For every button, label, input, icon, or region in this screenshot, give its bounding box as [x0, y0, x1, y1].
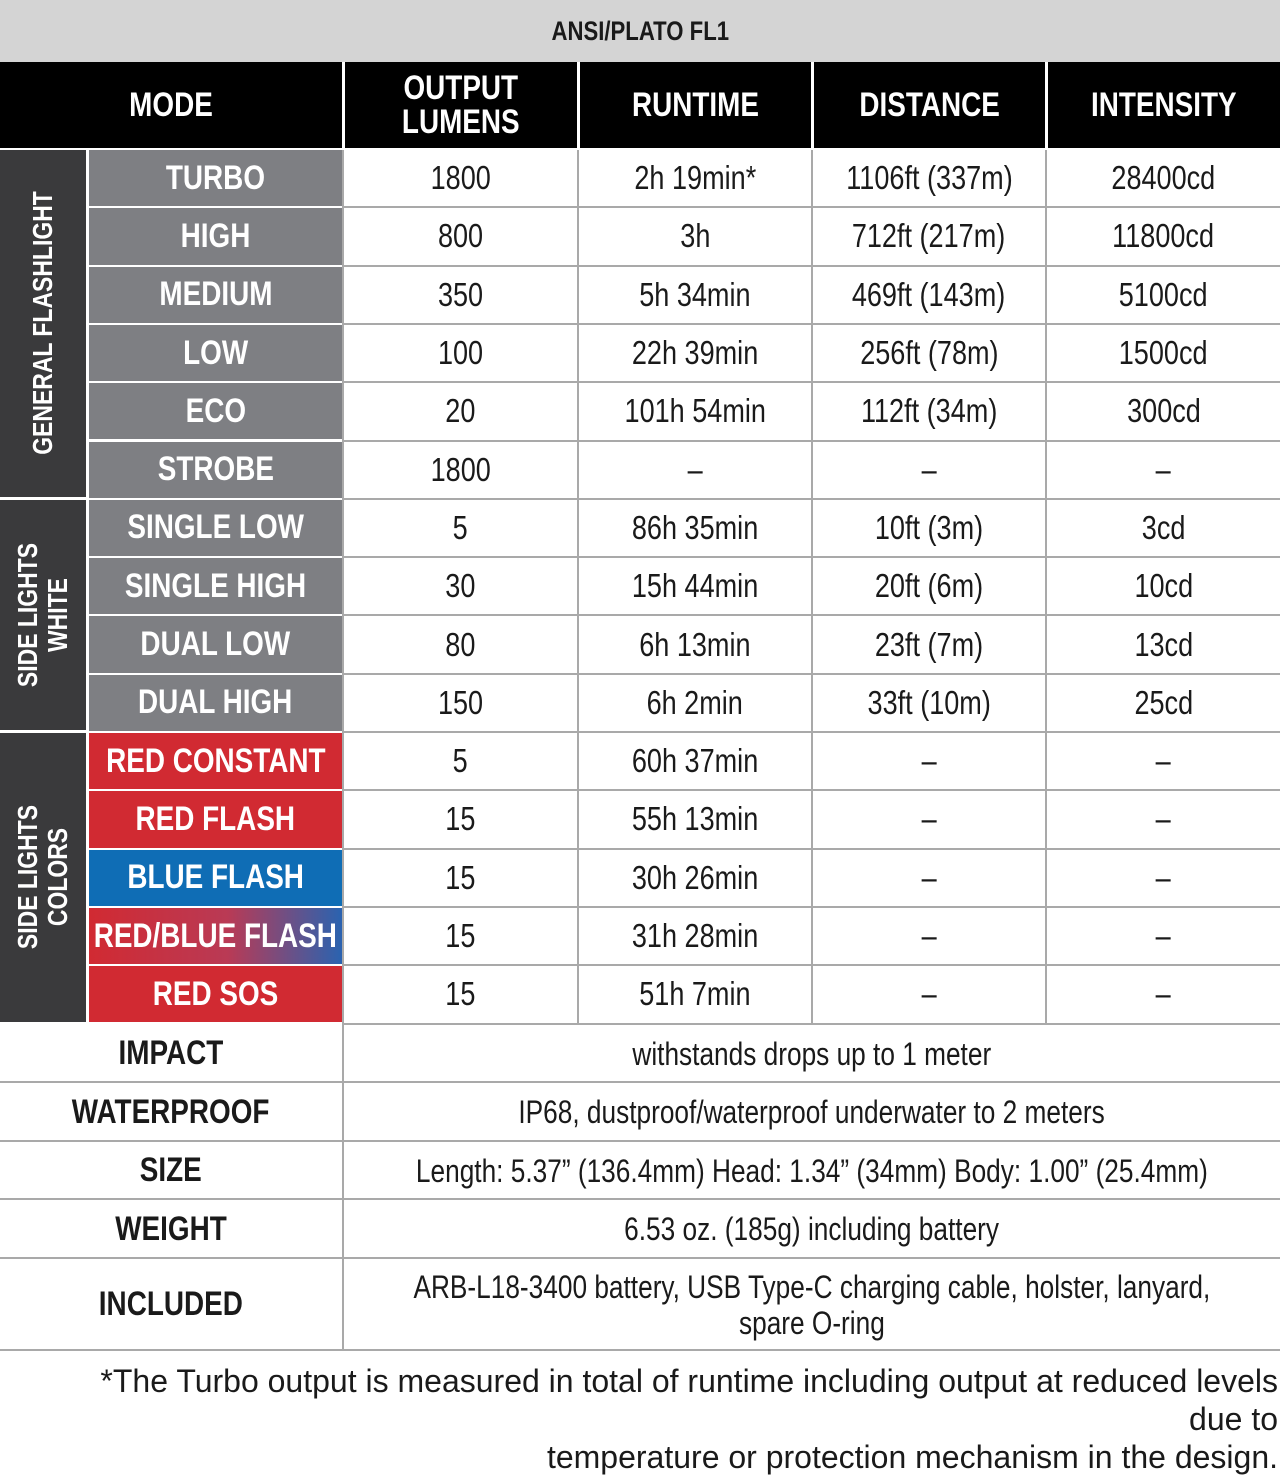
header-output-lumens: OUTPUT LUMENS — [342, 62, 577, 148]
cell-value: 300cd — [1126, 392, 1201, 430]
group-label — [0, 733, 86, 1025]
cell-value: 23ft (7m) — [874, 625, 984, 663]
cell-output — [344, 733, 577, 789]
spec-value-line: Length: 5.37” (136.4mm) Head: 1.34” (34mm) Body: 1.00” (25.4mm) — [416, 1152, 1208, 1189]
cell-distance — [813, 150, 1045, 206]
spec-column-divider — [342, 1083, 344, 1142]
cell-output — [344, 616, 577, 672]
mode-label — [89, 558, 342, 614]
cell-value: 350 — [437, 275, 484, 313]
mode-label-text: DUAL LOW — [140, 625, 291, 664]
cell-value: – — [921, 450, 937, 488]
cell-intensity — [1047, 267, 1280, 323]
cell-value: 15h 44min — [631, 567, 759, 605]
spec-label-text: WEIGHT — [115, 1209, 227, 1248]
cell-runtime — [579, 791, 811, 847]
cell-output — [344, 908, 577, 964]
cell-output — [344, 850, 577, 906]
cell-value: 55h 13min — [631, 800, 759, 838]
cell-value: 15 — [445, 917, 476, 955]
footnote-line: *The Turbo output is measured in total of runtime including output at reduced levels due to — [100, 1363, 1278, 1437]
mode-label-text: STROBE — [157, 450, 274, 489]
cell-runtime — [579, 150, 811, 206]
mode-label-text: RED FLASH — [135, 799, 296, 838]
cell-distance — [813, 616, 1045, 672]
mode-label — [89, 267, 342, 323]
cell-value: 10cd — [1134, 567, 1193, 605]
cell-runtime — [579, 908, 811, 964]
cell-runtime — [579, 850, 811, 906]
cell-value: 5100cd — [1119, 275, 1208, 313]
cell-distance — [813, 966, 1045, 1022]
cell-runtime — [579, 966, 811, 1022]
cell-value: – — [1155, 800, 1172, 838]
cell-intensity — [1047, 966, 1280, 1022]
mode-label-text: RED/BLUE FLASH — [93, 916, 338, 955]
cell-output — [344, 675, 577, 731]
cell-runtime — [579, 616, 811, 672]
spec-value — [344, 1083, 1280, 1142]
cell-value: 150 — [437, 683, 484, 721]
cell-runtime — [579, 442, 811, 498]
cell-output — [344, 791, 577, 847]
cell-value: – — [1155, 742, 1172, 780]
cell-intensity — [1047, 558, 1280, 614]
cell-value: 30 — [445, 567, 476, 605]
cell-intensity — [1047, 500, 1280, 556]
cell-value: 101h 54min — [624, 392, 766, 430]
cell-distance — [813, 908, 1045, 964]
cell-value: 80 — [445, 625, 476, 663]
cell-value: – — [1155, 975, 1172, 1013]
mode-label-text: BLUE FLASH — [127, 858, 304, 897]
cell-intensity — [1047, 908, 1280, 964]
cell-intensity — [1047, 383, 1280, 439]
cell-value: 1500cd — [1119, 334, 1208, 372]
cell-value: – — [1155, 858, 1172, 896]
cell-value: 1800 — [430, 159, 491, 197]
cell-runtime — [579, 500, 811, 556]
cell-intensity — [1047, 850, 1280, 906]
cell-output — [344, 966, 577, 1022]
cell-value: 10ft (3m) — [874, 508, 984, 546]
cell-value: 3h — [679, 217, 711, 255]
spec-label-text: SIZE — [140, 1151, 202, 1190]
spec-value — [344, 1259, 1280, 1351]
cell-value: 256ft (78m) — [859, 334, 999, 372]
cell-distance — [813, 208, 1045, 264]
group-label-text — [13, 805, 73, 949]
cell-value: 1106ft (337m) — [845, 159, 1013, 197]
cell-distance — [813, 325, 1045, 381]
header-mode: MODE — [0, 62, 342, 148]
spec-label-text: INCLUDED — [98, 1285, 244, 1323]
mode-label — [89, 966, 342, 1022]
mode-label — [89, 208, 342, 264]
mode-label — [89, 442, 342, 498]
spec-label — [0, 1142, 342, 1201]
mode-label-text: MEDIUM — [158, 275, 273, 314]
spec-label — [0, 1083, 342, 1142]
column-divider — [342, 150, 344, 1025]
cell-output — [344, 267, 577, 323]
spec-column-divider — [342, 1200, 344, 1259]
cell-value: 112ft (34m) — [860, 392, 998, 430]
mode-label — [89, 383, 342, 439]
mode-label-text: RED CONSTANT — [105, 741, 326, 780]
cell-distance — [813, 442, 1045, 498]
mode-label-text: RED SOS — [152, 974, 279, 1013]
group-label-line: SIDE LIGHTS — [12, 805, 43, 950]
cell-value: 31h 28min — [631, 917, 759, 955]
cell-value: 86h 35min — [631, 508, 759, 546]
cell-output — [344, 500, 577, 556]
cell-value: 6h 13min — [639, 625, 751, 663]
spec-value-text — [416, 1153, 1208, 1189]
group-label-line: GENERAL FLASHLIGHT — [27, 191, 58, 456]
column-divider — [811, 150, 813, 1025]
cell-intensity — [1047, 675, 1280, 731]
mode-label — [89, 150, 342, 206]
cell-value: 60h 37min — [631, 742, 759, 780]
cell-value: 5 — [452, 508, 469, 546]
spec-value-line: withstands drops up to 1 meter — [632, 1035, 992, 1072]
cell-value: 15 — [445, 800, 476, 838]
cell-intensity — [1047, 150, 1280, 206]
cell-value: 2h 19min* — [634, 159, 756, 197]
cell-output — [344, 208, 577, 264]
group-label-line: COLORS — [42, 828, 73, 927]
cell-value: 712ft (217m) — [852, 217, 1006, 255]
header-distance: DISTANCE — [811, 62, 1045, 148]
group-label — [0, 150, 86, 500]
cell-value: 469ft (143m) — [852, 275, 1006, 313]
cell-output — [344, 325, 577, 381]
cell-value: – — [921, 800, 937, 838]
cell-value: 3cd — [1141, 508, 1186, 546]
cell-value: 13cd — [1134, 625, 1193, 663]
cell-value: 28400cd — [1111, 159, 1216, 197]
footnote-line: temperature or protection mechanism in the design. — [546, 1439, 1278, 1475]
cell-value: 20 — [445, 392, 476, 430]
cell-value: – — [921, 975, 937, 1013]
group-divider — [86, 150, 89, 1025]
footnote — [60, 1362, 1278, 1476]
cell-distance — [813, 791, 1045, 847]
cell-distance — [813, 675, 1045, 731]
cell-intensity — [1047, 208, 1280, 264]
spec-label — [0, 1259, 342, 1351]
cell-intensity — [1047, 733, 1280, 789]
mode-label — [89, 791, 342, 847]
cell-value: – — [1155, 917, 1172, 955]
mode-label — [89, 616, 342, 672]
mode-label-text: SINGLE LOW — [127, 508, 304, 547]
cell-distance — [813, 733, 1045, 789]
spec-label — [0, 1025, 342, 1084]
mode-label-text: HIGH — [180, 216, 251, 255]
cell-distance — [813, 558, 1045, 614]
spec-column-divider — [342, 1259, 344, 1351]
cell-output — [344, 558, 577, 614]
mode-label — [89, 325, 342, 381]
cell-distance — [813, 267, 1045, 323]
mode-label-text: SINGLE HIGH — [124, 566, 307, 605]
cell-value: – — [1155, 450, 1172, 488]
cell-output — [344, 442, 577, 498]
mode-label-text: LOW — [182, 333, 249, 372]
header-intensity: INTENSITY — [1045, 62, 1280, 148]
cell-runtime — [579, 325, 811, 381]
cell-value: 100 — [437, 334, 484, 372]
spec-value-line: spare O-ring — [739, 1304, 885, 1341]
cell-distance — [813, 500, 1045, 556]
cell-runtime — [579, 208, 811, 264]
spec-value-text — [625, 1211, 1000, 1247]
mode-label — [89, 733, 342, 789]
spec-value — [344, 1025, 1280, 1084]
cell-intensity — [1047, 442, 1280, 498]
mode-label — [89, 675, 342, 731]
spec-divider — [0, 1349, 1280, 1351]
cell-value: 33ft (10m) — [867, 683, 991, 721]
group-label-line: SIDE LIGHTS — [12, 542, 43, 687]
spec-value-text — [519, 1094, 1105, 1130]
cell-value: 5h 34min — [639, 275, 751, 313]
cell-output — [344, 383, 577, 439]
cell-value: 15 — [445, 975, 476, 1013]
spec-value-text — [414, 1269, 1211, 1341]
cell-value: – — [921, 917, 937, 955]
group-label — [0, 500, 86, 733]
mode-label — [89, 850, 342, 906]
spec-value-line: 6.53 oz. (185g) including battery — [624, 1211, 1000, 1248]
spec-label-text: WATERPROOF — [72, 1092, 270, 1131]
cell-value: – — [687, 450, 703, 488]
cell-value: 800 — [437, 217, 484, 255]
mode-label — [89, 908, 342, 964]
cell-value: 22h 39min — [631, 334, 759, 372]
spec-label — [0, 1200, 342, 1259]
cell-value: 1800 — [430, 450, 491, 488]
spec-column-divider — [342, 1142, 344, 1201]
cell-intensity — [1047, 325, 1280, 381]
spec-column-divider — [342, 1025, 344, 1084]
group-label-text — [28, 192, 58, 456]
mode-label-text: ECO — [185, 391, 246, 430]
cell-runtime — [579, 733, 811, 789]
cell-runtime — [579, 383, 811, 439]
spec-value — [344, 1142, 1280, 1201]
cell-distance — [813, 850, 1045, 906]
cell-value: 11800cd — [1112, 217, 1215, 255]
cell-value: 5 — [452, 742, 469, 780]
column-divider — [1045, 150, 1047, 1025]
cell-value: 25cd — [1134, 683, 1193, 721]
spec-value — [344, 1200, 1280, 1259]
cell-output — [344, 150, 577, 206]
mode-label-text: DUAL HIGH — [138, 683, 293, 722]
cell-value: 30h 26min — [631, 858, 759, 896]
mode-label — [89, 500, 342, 556]
mode-label-text: TURBO — [165, 158, 266, 197]
cell-intensity — [1047, 616, 1280, 672]
cell-value: 15 — [445, 858, 476, 896]
group-label-text — [13, 543, 73, 687]
cell-value: – — [921, 858, 937, 896]
cell-runtime — [579, 267, 811, 323]
spec-value-line: ARB-L18-3400 battery, USB Type-C charging cable, holster, lanyard, — [413, 1268, 1211, 1305]
cell-intensity — [1047, 791, 1280, 847]
cell-runtime — [579, 675, 811, 731]
group-label-line: WHITE — [42, 577, 73, 652]
cell-value: – — [921, 742, 937, 780]
table-title: ANSI/PLATO FL1 — [0, 0, 1280, 62]
spec-value-text — [633, 1036, 992, 1072]
spec-label-text: IMPACT — [118, 1034, 224, 1073]
cell-value: 6h 2min — [646, 683, 744, 721]
spec-value-line: IP68, dustproof/waterproof underwater to 2 meters — [518, 1094, 1106, 1131]
cell-runtime — [579, 558, 811, 614]
cell-value: 51h 7min — [639, 975, 751, 1013]
column-divider — [577, 150, 579, 1025]
cell-distance — [813, 383, 1045, 439]
header-runtime: RUNTIME — [577, 62, 811, 148]
cell-value: 20ft (6m) — [874, 567, 984, 605]
